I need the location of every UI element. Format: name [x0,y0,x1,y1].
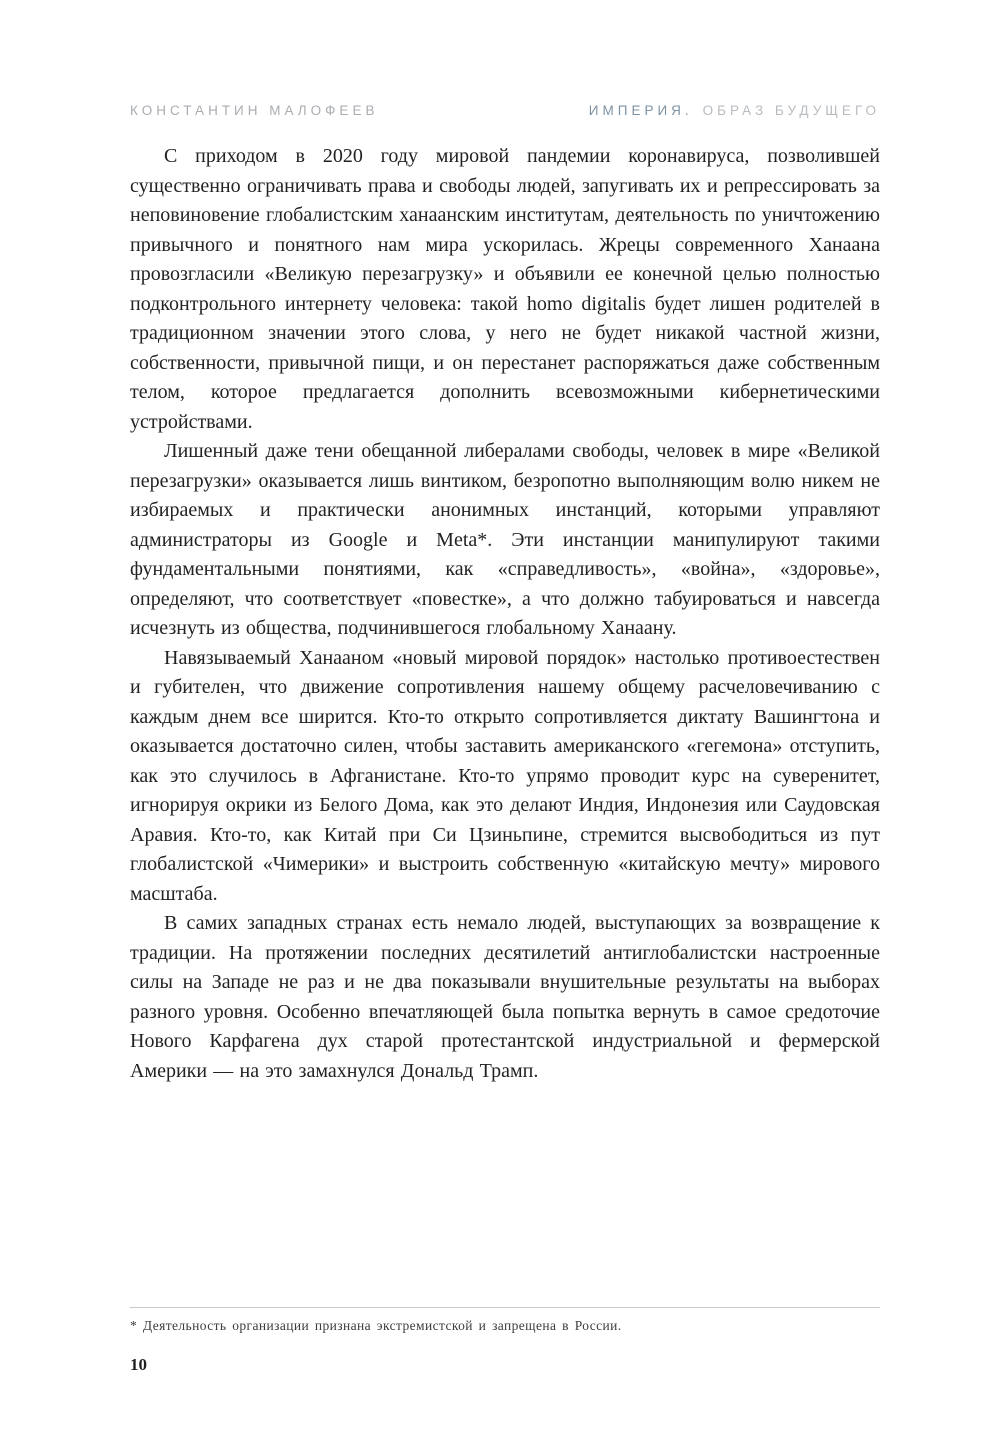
header-author: КОНСТАНТИН МАЛОФЕЕВ [130,103,379,118]
header-title-secondary: ОБРАЗ БУДУЩЕГО [702,103,880,118]
header-title [589,103,880,118]
paragraph-4: В самих западных странах есть немало людей, выступающих за возвращение к традиции. На протяжении последних десятилетий антиглобалистски настроенные силы на Западе не раз и не два показывали внушительные результаты на выборах разного уровня. Особенно впечатляющей была попытка вернуть в самое средоточие Нового Карфагена дух старой протестантской индустриальной и фермерской Америки — на это замахнулся Дональд Трамп. [130,912,880,1082]
header-title-primary: ИМПЕРИЯ. [588,103,693,118]
paragraph-3: Навязываемый Ханааном «новый мировой порядок» настолько противоестествен и губителен, что движение сопротивления нашему общему расчеловечиванию с каждым днем все ширится. Кто-то открыто сопротивляется диктату Вашингтона и оказывается достаточно силен, чтобы заставить американского «гегемона» отступить, как это случилось в Афганистане. Кто-то упрямо проводит курс на суверенитет, игнорируя окрики из Белого Дома, как это делают Индия, Индонезия или Саудовская Аравия. Кто-то, как Китай при Си Цзиньпине, стремится высвободиться из пут глобалистской «Чимерики» и выстроить собственную «китайскую мечту» мирового масштаба. [130,646,880,905]
page-footer [130,1307,880,1447]
footnote-rule [130,1307,880,1308]
page-header [130,103,880,118]
body-text [130,142,880,1086]
footnote: * Деятельность организации признана экстремистской и запрещена в России. [130,1318,622,1333]
paragraph-2: Лишенный даже тени обещанной либералами свободы, человек в мире «Великой перезагрузки» оказывается лишь винтиком, безропотно выполняющим волю никем не избираемых и практически анонимных инстанций, которыми управляют администраторы из Google и Meta*. Эти инстанции манипулируют такими фундаментальными понятиями, как «справедливость», «война», «здоровье», определяют, что соответствует «повестке», а что должно табуироваться и навсегда исчезнуть из общества, подчинившегося глобальному Ханаану. [130,440,880,639]
paragraph-1: С приходом в 2020 году мировой пандемии коронавируса, позволившей существенно ограничивать права и свободы людей, запугивать их и репрессировать за неповиновение глобалистским ханаанским институтам, деятельность по уничтожению привычного и понятного нам мира ускорилась. Жрецы современного Ханаана провозгласили «Великую перезагрузку» и объявили ее конечной целью полностью подконтрольного интернету человека: такой homo digitalis будет лишен родителей в традиционном значении этого слова, у него не будет никакой частной жизни, собственности, привычной пищи, и он перестанет распоряжаться даже собственным телом, которое предлагается дополнить всевозможными кибернетическими устройствами. [130,145,880,433]
page-number: 10 [130,1355,147,1374]
